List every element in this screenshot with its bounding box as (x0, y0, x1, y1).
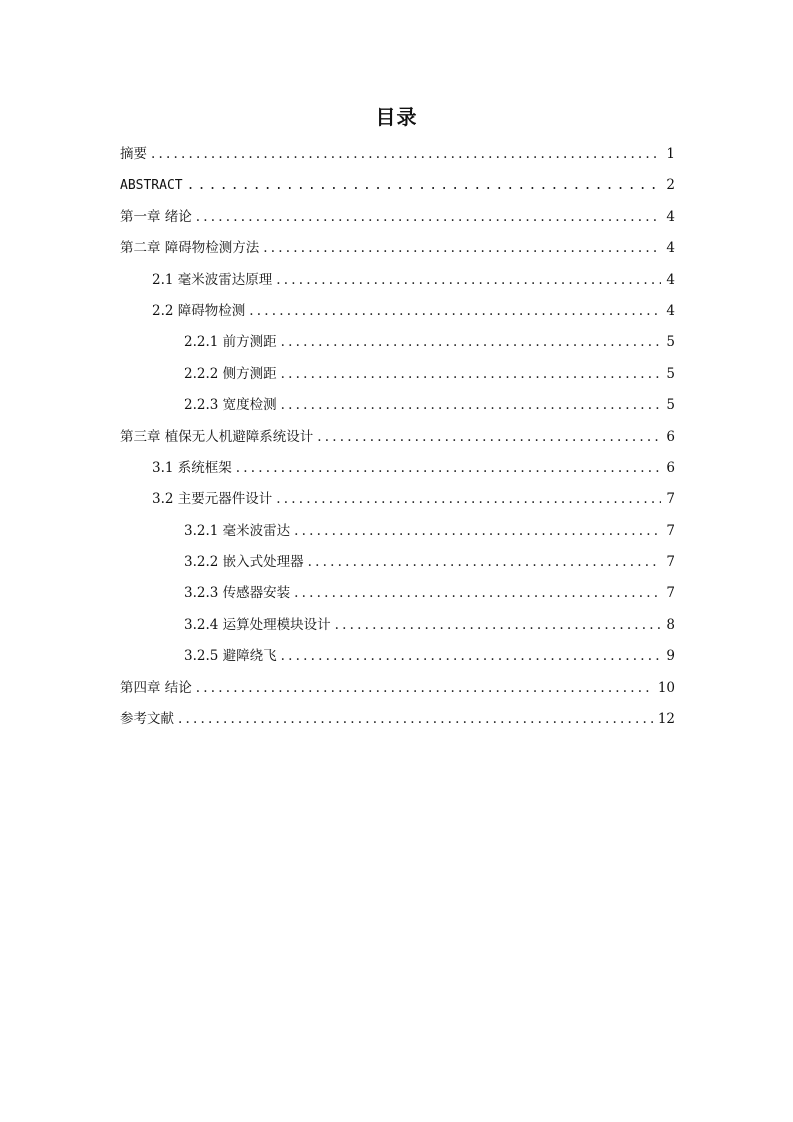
toc-dot-leader (276, 265, 661, 296)
toc-dot-leader (281, 359, 661, 390)
toc-entry-section-2-2-1[interactable] (120, 327, 675, 358)
toc-page-number: 6 (666, 459, 675, 476)
toc-entry-chapter-3[interactable] (120, 422, 675, 453)
toc-dot-leader (276, 484, 661, 515)
toc-page-number: 4 (666, 208, 675, 225)
toc-entry-chapter-2[interactable] (120, 233, 675, 264)
toc-dot-leader (294, 578, 661, 609)
toc-entry-section-3-2-5[interactable] (120, 641, 675, 672)
toc-entry-label: 第二章 障碍物检测方法 (120, 240, 260, 257)
toc-dot-leader (281, 327, 661, 358)
toc-dot-leader (294, 516, 661, 547)
toc-entry-label: 2.2.2 侧方测距 (184, 365, 277, 382)
toc-entry-section-3-2-3[interactable] (120, 578, 675, 609)
toc-page-number: 4 (666, 240, 675, 257)
toc-entry-label: 摘要 (120, 146, 147, 162)
toc-entry-label: 2.1 毫米波雷达原理 (152, 271, 273, 288)
toc-entry-label: 3.2.3 传感器安装 (184, 585, 291, 602)
toc-page-number: 4 (666, 271, 675, 288)
toc-dot-leader (317, 422, 661, 453)
toc-page-number: 6 (666, 428, 675, 445)
toc-entry-label: 第四章 结论 (120, 679, 192, 696)
toc-entry-section-3-2-4[interactable] (120, 610, 675, 641)
toc-dot-leader (263, 233, 661, 264)
toc-entry-label: 3.2.4 运算处理模块设计 (184, 616, 331, 633)
toc-page-number: 7 (666, 522, 675, 539)
toc-entry-label: 2.2.1 前方测距 (184, 334, 277, 351)
toc-entry-label: 3.2 主要元器件设计 (152, 491, 273, 508)
toc-page-number: 7 (666, 554, 675, 571)
toc-title: 目录 (375, 105, 418, 129)
toc-dot-leader (196, 202, 661, 233)
toc-dot-leader (236, 453, 661, 484)
toc-page-number: 5 (666, 397, 675, 414)
toc-page-number: 7 (666, 585, 675, 602)
toc-page-number: 7 (666, 491, 675, 508)
toc-dot-leader (178, 704, 654, 735)
toc-page-number: 5 (666, 365, 675, 382)
toc-page-number: 9 (666, 648, 675, 665)
toc-entry-section-2-2-2[interactable] (120, 359, 675, 390)
toc-entry-section-2-2-3[interactable] (120, 390, 675, 421)
toc-page-number: 1 (666, 146, 675, 162)
toc-entry-label: 参考文献 (120, 711, 174, 728)
toc-entry-chapter-4[interactable] (120, 673, 675, 704)
toc-page-number: 8 (666, 616, 675, 633)
toc-entry-section-2-1[interactable] (120, 265, 675, 296)
toc-page-number: 12 (657, 711, 675, 728)
toc-entry-label: 第三章 植保无人机避障系统设计 (120, 428, 314, 445)
toc-entry-label: 3.2.2 嵌入式处理器 (184, 554, 304, 571)
toc-page-number: 4 (666, 302, 675, 319)
toc-dot-leader (308, 547, 661, 578)
toc-dot-leader (196, 673, 654, 704)
toc-entry-section-2-2[interactable] (120, 296, 675, 327)
toc-page-number: 5 (666, 334, 675, 351)
toc-entry-abstract-en[interactable] (120, 170, 675, 201)
toc-dot-leader (151, 139, 661, 170)
toc-list (120, 139, 675, 735)
toc-entry-section-3-1[interactable] (120, 453, 675, 484)
toc-entry-abstract-cn[interactable] (120, 139, 675, 170)
toc-entry-label: 2.2.3 宽度检测 (184, 397, 277, 414)
toc-dot-leader (187, 170, 661, 201)
toc-entry-references[interactable] (120, 704, 675, 735)
toc-entry-label: 3.2.1 毫米波雷达 (184, 522, 291, 539)
toc-page-number: 2 (666, 177, 675, 194)
toc-entry-label: 第一章 绪论 (120, 208, 192, 225)
toc-dot-leader (281, 390, 661, 421)
toc-dot-leader (335, 610, 661, 641)
toc-entry-label: 2.2 障碍物检测 (152, 302, 246, 319)
toc-page-number: 10 (657, 679, 675, 696)
toc-dot-leader (249, 296, 661, 327)
toc-entry-label: 3.1 系统框架 (152, 459, 232, 476)
toc-entry-chapter-1[interactable] (120, 202, 675, 233)
toc-entry-section-3-2-1[interactable] (120, 516, 675, 547)
toc-entry-section-3-2-2[interactable] (120, 547, 675, 578)
toc-entry-section-3-2[interactable] (120, 484, 675, 515)
toc-dot-leader (281, 641, 661, 672)
toc-entry-label: 3.2.5 避障绕飞 (184, 648, 277, 665)
toc-entry-label: ABSTRACT (120, 178, 183, 194)
